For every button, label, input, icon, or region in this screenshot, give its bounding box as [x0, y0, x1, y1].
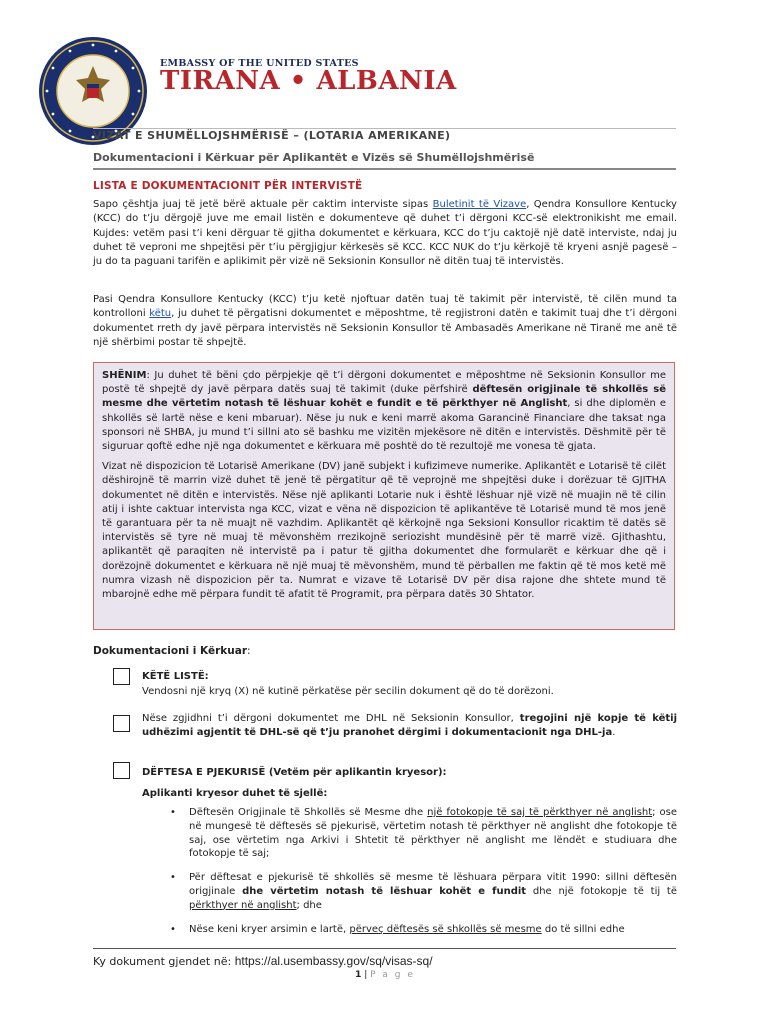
check-here-link[interactable]: këtu	[149, 308, 172, 320]
checkbox-list[interactable]	[113, 668, 130, 685]
page-subtitle: Dokumentacioni i Kërkuar për Aplikantët e Vizës së Shumëllojshmërisë	[93, 151, 535, 164]
item-diploma-title: DËFTESA E PJEKURISË (Vetëm për aplikantin kryesor):	[142, 767, 447, 778]
visa-bulletin-link[interactable]: Buletinit të Vizave	[432, 199, 527, 210]
page-title: VIZAT E SHUMËLLOJSHMËRISË – (LOTARIA AMERIKANE)	[93, 129, 451, 142]
b2-text-bold: dhe vërtetim notash të lëshuar kohët e fundit	[242, 885, 527, 897]
notice-text-a: : Ju duhet të bëni çdo përpjekje që t’i dërgoni dokumentet e mëposhtme në Seksionin Konsullor me postë të shpejtë dy javë përpara datës suaj të takimit (duke përfshirë	[102, 370, 666, 396]
b1-text-underlined: një fotokopje të saj të përkthyer në anglisht	[427, 807, 653, 818]
notice-label: SHËNIM	[102, 370, 147, 381]
b2-text-underlined: përkthyer në anglisht	[189, 899, 297, 911]
checkbox-diploma[interactable]	[113, 762, 130, 779]
page-number-value: 1	[355, 970, 362, 980]
notice-paragraph-1	[102, 369, 666, 454]
embassy-city: TIRANA • ALBANIA	[160, 66, 457, 96]
footer-url-link[interactable]: https://al.usembassy.gov/sq/visas-sq/	[234, 954, 433, 968]
dhl-text-end: .	[612, 727, 616, 738]
intro-paragraph	[93, 198, 677, 269]
required-heading	[93, 645, 251, 657]
footer-prefix: Ky dokument gjendet në:	[93, 955, 235, 968]
item-list-text: Vendosni një kryq (X) në kutinë përkatëse për secilin dokument që do të dorëzoni.	[142, 686, 554, 697]
diploma-bullet-list	[142, 806, 677, 946]
b1-text-a: Dëftesën Origjinale të Shkollës së Mesme dhe	[189, 807, 428, 818]
item-diploma-subtitle: Aplikanti kryesor duhet të sjellë:	[142, 788, 328, 799]
notice-paragraph-2: Vizat në dispozicion të Lotarisë Amerikane (DV) janë subjekt i kufizimeve numerike. Aplikantët e Lotarisë të cilët dëshirojnë të marrin vizë duhet të jenë të përgatitur që të veprojnë me shpejtësi duke i dorëzuar të GJITHA dokumentet në ditën e intervistës. Nëse një aplikanti Lotarie nuk i është lëshuar një vizë në muajin në të cilin atij i ishte caktuar intervista nga KCC, vizat e vëna në dispozicion të aplikantëve të Lotarisë mund të mos jenë të garantuara për ta në muajt në vazhdim. Aplikantët që kërkojnë nga Seksioni Konsullor ricaktim të datës së intervistës së tyre në muaj të mëvonshëm rrezikojnë seriozisht mundësinë për të marrë vizë. Gjithashtu, aplikantët që paraqiten në intervistë pa i patur të gjitha dokumentet dhe formularët e kërkuar dhe që i dorëzojnë dokumentet e kërkuara në një muaj të mëvonshëm, mund të përballen me faktin që të mos ketë më numra vizash në dispozicion për ta. Numrat e vizave të Lotarisë DV për disa rajone dhe shtete mund të mbarojnë edhe më përpara fundit të afatit të Programit, pra përpara datës 30 Shtator.	[102, 461, 666, 601]
subtitle-divider	[93, 168, 676, 170]
b3-text-b: do të sillni edhe	[541, 923, 625, 935]
b3-text-underlined: përveç dëftesës së shkollës së mesme	[349, 923, 542, 935]
footer-source	[93, 954, 433, 968]
list-item	[142, 923, 677, 937]
list-item	[142, 806, 677, 861]
dhl-text-a: Nëse zgjidhni t’i dërgoni dokumentet me DHL në Seksionin Konsullor,	[142, 713, 520, 724]
b3-text-a: Nëse keni kryer arsimin e lartë,	[189, 923, 350, 935]
intro-text-1: Sapo çështja juaj të jetë bërë aktuale për caktim interviste sipas	[93, 199, 433, 210]
appointment-paragraph	[93, 293, 677, 350]
bullet-icon: •	[170, 807, 176, 818]
appointment-text-2: , ju duhet të përgatisni dokumentet e mëposhtme, të regjistroni datën e takimit tuaj dhe t’i dërgoni dokumentet rreth dy javë përpara intervistës në Seksionin Konsullor të Ambasadës Amerikane në Tiranë me anë të një shërbimi postar të shpejtë.	[93, 308, 677, 348]
required-heading-colon: :	[247, 645, 251, 657]
bullet-icon: •	[170, 872, 176, 884]
dhl-text-bold: tregojini një kopje të këtij udhëzimi agjentit të DHL-së që t’ju pranohet dërgimi i dokumentacionit nga DHL-ja	[142, 713, 677, 738]
section-heading: LISTA E DOKUMENTACIONIT PËR INTERVISTË	[93, 180, 363, 192]
notice-box	[93, 362, 675, 630]
checkbox-dhl[interactable]	[113, 715, 130, 732]
item-list-title: KËTË LISTË:	[142, 671, 209, 682]
appointment-text-1: Pasi Qendra Konsullore Kentucky (KCC) t’ju ketë njoftuar datën tuaj të takimit për intervistë, të cilën mund ta kontrolloni	[93, 294, 677, 320]
footer-divider	[93, 948, 676, 949]
page-label: P a g e	[370, 970, 415, 980]
notice-text-bold: dëftesën origjinale të shkollës së mesme dhe vërtetim notash të lëshuar kohët e fundit e të përkthyer në Anglisht	[102, 384, 666, 410]
b1-text-b: ; ose në mungesë të dëftesës së pjekurisë, vërtetim notash të përkthyer në anglisht dhe fotokopje të saj, ose vërtetim nga Arkivi i Shtetit të përkthyer në anglisht me lëndët e studiuara dhe fotokopje të saj;	[189, 807, 677, 860]
b2-text-b: dhe një fotokopje të tij të	[526, 885, 677, 897]
b2-text-c: ; dhe	[296, 899, 322, 911]
notice-text-b: , si dhe diplomën e shkollës së lartë nëse e keni mbaruar). Nëse ju nuk e keni marrë akoma Garancinë Financiare dhe taksat nga sponsori në SHBA, ju mund t’i sillni ato së bashku me vizitën mjekësore në ditën e intervistës. Dëshmitë për të siguruar qoftë edhe një nga dokumentet e kërkuara më poshtë do të rezultojë me vonesa të gjata.	[102, 398, 666, 453]
list-item	[142, 871, 677, 912]
page-number	[0, 970, 770, 980]
b2-text-a: Për dëftesat e pjekurisë të shkollës së mesme të lëshuara përpara vitit 1990: sillni dëftesën origjinale	[189, 872, 677, 897]
item-dhl-text	[142, 712, 677, 740]
intro-text-2: , Qendra Konsullore Kentucky (KCC) do t’ju dërgojë juve me email listën e dokumenteve që duhet t’i dërgoni KCC-së elektronikisht me email. Kujdes: vetëm pasi t’i keni dërguar të gjitha dokumentet e kërkuara, KCC do t’ju caktojë një datë interviste, ndaj ju duhet të veproni me shpejtësi për t’iu përgjigjur kërkesës së KCC. KCC NUK do t’ju kërkojë të kryeni asnjë pagesë – ju do ta paguani tarifën e aplikimit për vizë në Seksionin Konsullor në ditën tuaj të intervistës.	[93, 199, 677, 268]
embassy-label: EMBASSY OF THE UNITED STATES	[160, 58, 359, 69]
page-separator: |	[361, 970, 371, 980]
bullet-icon: •	[170, 923, 176, 935]
required-heading-text: Dokumentacioni i Kërkuar	[93, 645, 248, 657]
